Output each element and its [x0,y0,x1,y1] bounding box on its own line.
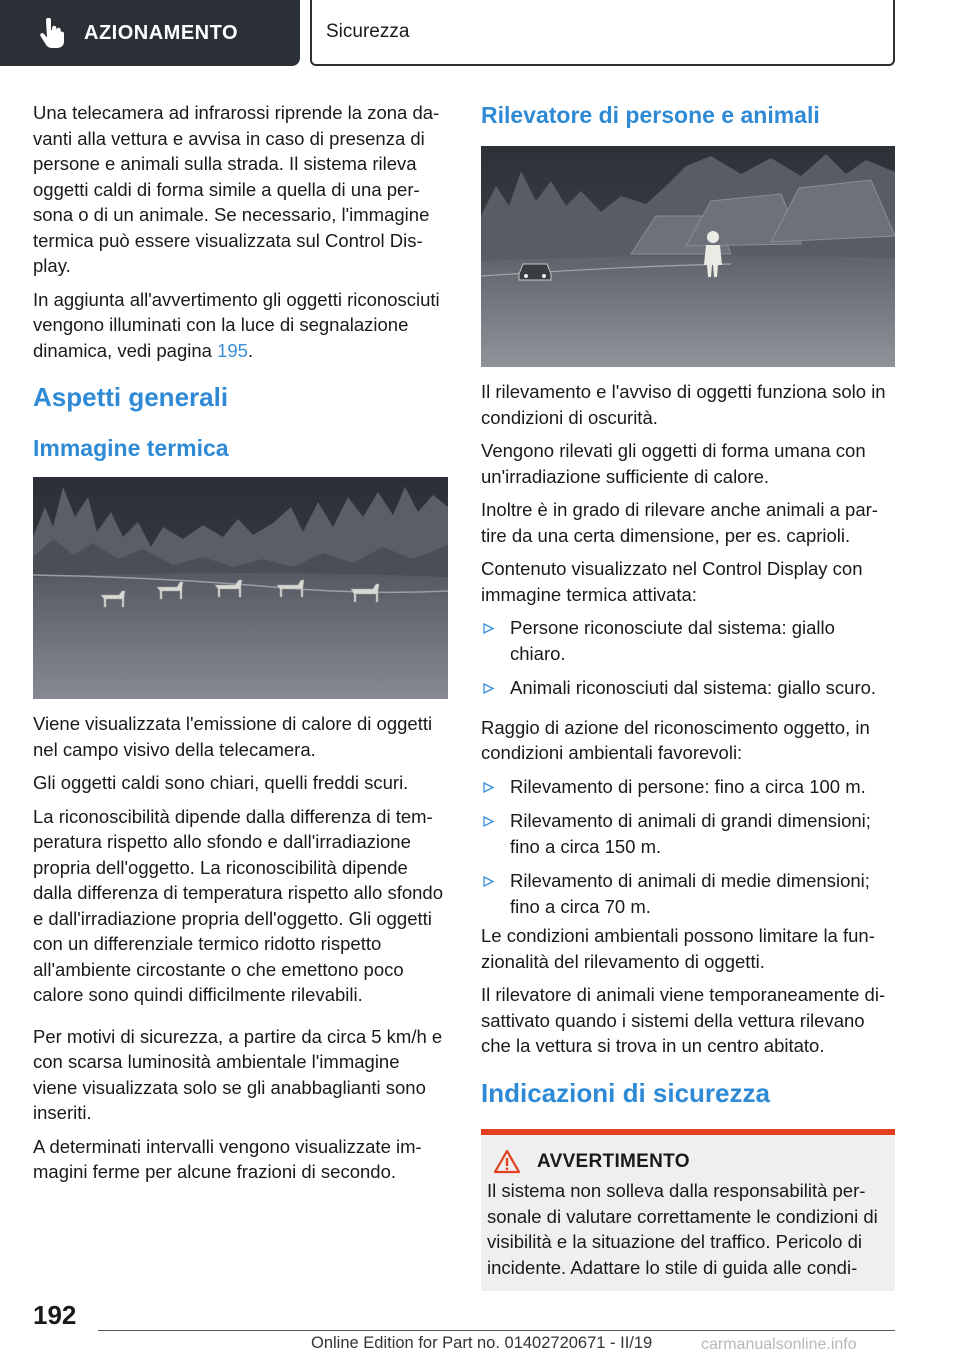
detector-paragraph-4: Contenuto visualizzato nel Control Display con immagine termica attivata: [481,558,863,605]
intro-paragraph-1: Una telecamera ad infrarossi riprende la zona davanti alla vettura e avvisa in caso di presenza di persone e animali sulla strada. Il sistema rileva oggetti caldi di forma simile a quella di una persona o di un animale. Se necessario, l'immagine termica può essere visualizzata sul Control Display. [33,102,440,276]
list-item: Persone riconosciute dal sistema: giallo chiaro. [481,615,895,666]
chapter-tab [0,0,300,66]
list-item: Rilevamento di animali di grandi dimensioni; fino a circa 150 m. [481,808,895,859]
detector-paragraph-3: Inoltre è in grado di rilevare anche animali a partire da una certa dimensione, per es. caprioli. [481,499,878,546]
intro-period: . [247,339,254,361]
footer-divider [98,1330,895,1331]
warning-title: AVVERTIMENTO [537,1150,690,1172]
warning-box [481,1129,895,1291]
detector-paragraph-7: Il rilevatore di animali viene temporaneamente disattivato quando i sistemi della vettura rilevano che la vettura si trova in un centro abitato. [481,984,886,1056]
heading-general: Aspetti generali [33,382,229,412]
detector-paragraph-6: Le condizioni ambientali possono limitare la funzionalità del rilevamento di oggetti. [481,925,875,972]
list-item: Animali riconosciuti dal sistema: giallo scuro. [481,675,895,701]
thermal-paragraph-3: La riconoscibilità dipende dalla differenza di temperatura rispetto allo sfondo e dall'irradiazione propria dell'oggetto. La riconoscibilità dipende dalla differenza di temperatura rispetto allo sfondo e dall'irradiazione propria dell'oggetto. Gli oggetti con un differenziale termico ridotto rispetto all'ambiente circostante o che emettono poco calore sono quindi difficilmente rilevabili. [33,805,443,1005]
list-item: Rilevamento di persone: fino a circa 100 m. [481,774,895,800]
triangle-bullet-icon [483,683,494,694]
section-header [310,0,895,66]
page-number: 192 [33,1300,77,1330]
intro-paragraph-2 [33,287,448,364]
page-link[interactable]: 195 [217,339,248,361]
heading-thermal: Immagine termica [33,435,229,461]
thermal-paragraph-2: Gli oggetti caldi sono chiari, quelli freddi scuri. [33,772,409,793]
thermal-image-pedestrian [481,146,895,367]
section-title: Sicurezza [326,21,410,42]
warning-triangle-icon [493,1149,521,1174]
detector-paragraph-2: Vengono rilevati gli oggetti di forma umana con un'irradiazione sufficiente di calore. [481,440,866,487]
hand-pointer-icon [38,18,64,48]
chapter-title: AZIONAMENTO [84,21,239,44]
watermark-text: carmanualsonline.info [701,1336,857,1353]
triangle-bullet-icon [483,623,494,634]
heading-safety: Indicazioni di sicurezza [481,1077,770,1108]
intro-text: In aggiunta all'avvertimento gli oggetti riconosciuti vengono illuminati con la luce di segnalazione dinamica, vedi pagina [33,288,440,361]
heading-detector: Rilevatore di persone e animali [481,102,820,128]
thermal-paragraph-4: Per motivi di sicurezza, a partire da circa 5 km/h e con scarsa luminosità ambientale l'immagine viene visualizzata solo se gli anabbaglianti sono inseriti. [33,1025,443,1123]
triangle-bullet-icon [483,876,494,887]
triangle-bullet-icon [483,782,494,793]
warning-text: Il sistema non solleva dalla responsabilità personale di valutare correttamente le condizioni di visibilità e la situazione del traffico. Pericolo di incidente. Adattare lo stile di guida alle condi- [487,1180,878,1278]
list-item: Rilevamento di animali di medie dimensioni; fino a circa 70 m. [481,868,895,919]
range-list [481,774,895,920]
display-color-list [481,615,895,701]
footer-edition: Online Edition for Part no. 01402720671 - II/19 [311,1334,653,1352]
warning-header [487,1149,887,1175]
triangle-bullet-icon [483,816,494,827]
left-column [33,100,448,1193]
thermal-paragraph-5: A determinati intervalli vengono visualizzate immagini ferme per alcune frazioni di secondo. [33,1135,422,1182]
right-column [481,100,895,1291]
detector-paragraph-1: Il rilevamento e l'avviso di oggetti funziona solo in condizioni di oscurità. [481,381,886,428]
detector-paragraph-5: Raggio di azione del riconoscimento oggetto, in condizioni ambientali favorevoli: [481,716,870,763]
thermal-paragraph-1: Viene visualizzata l'emissione di calore di oggetti nel campo visivo della telecamera. [33,713,433,760]
thermal-image-animals [33,477,448,699]
